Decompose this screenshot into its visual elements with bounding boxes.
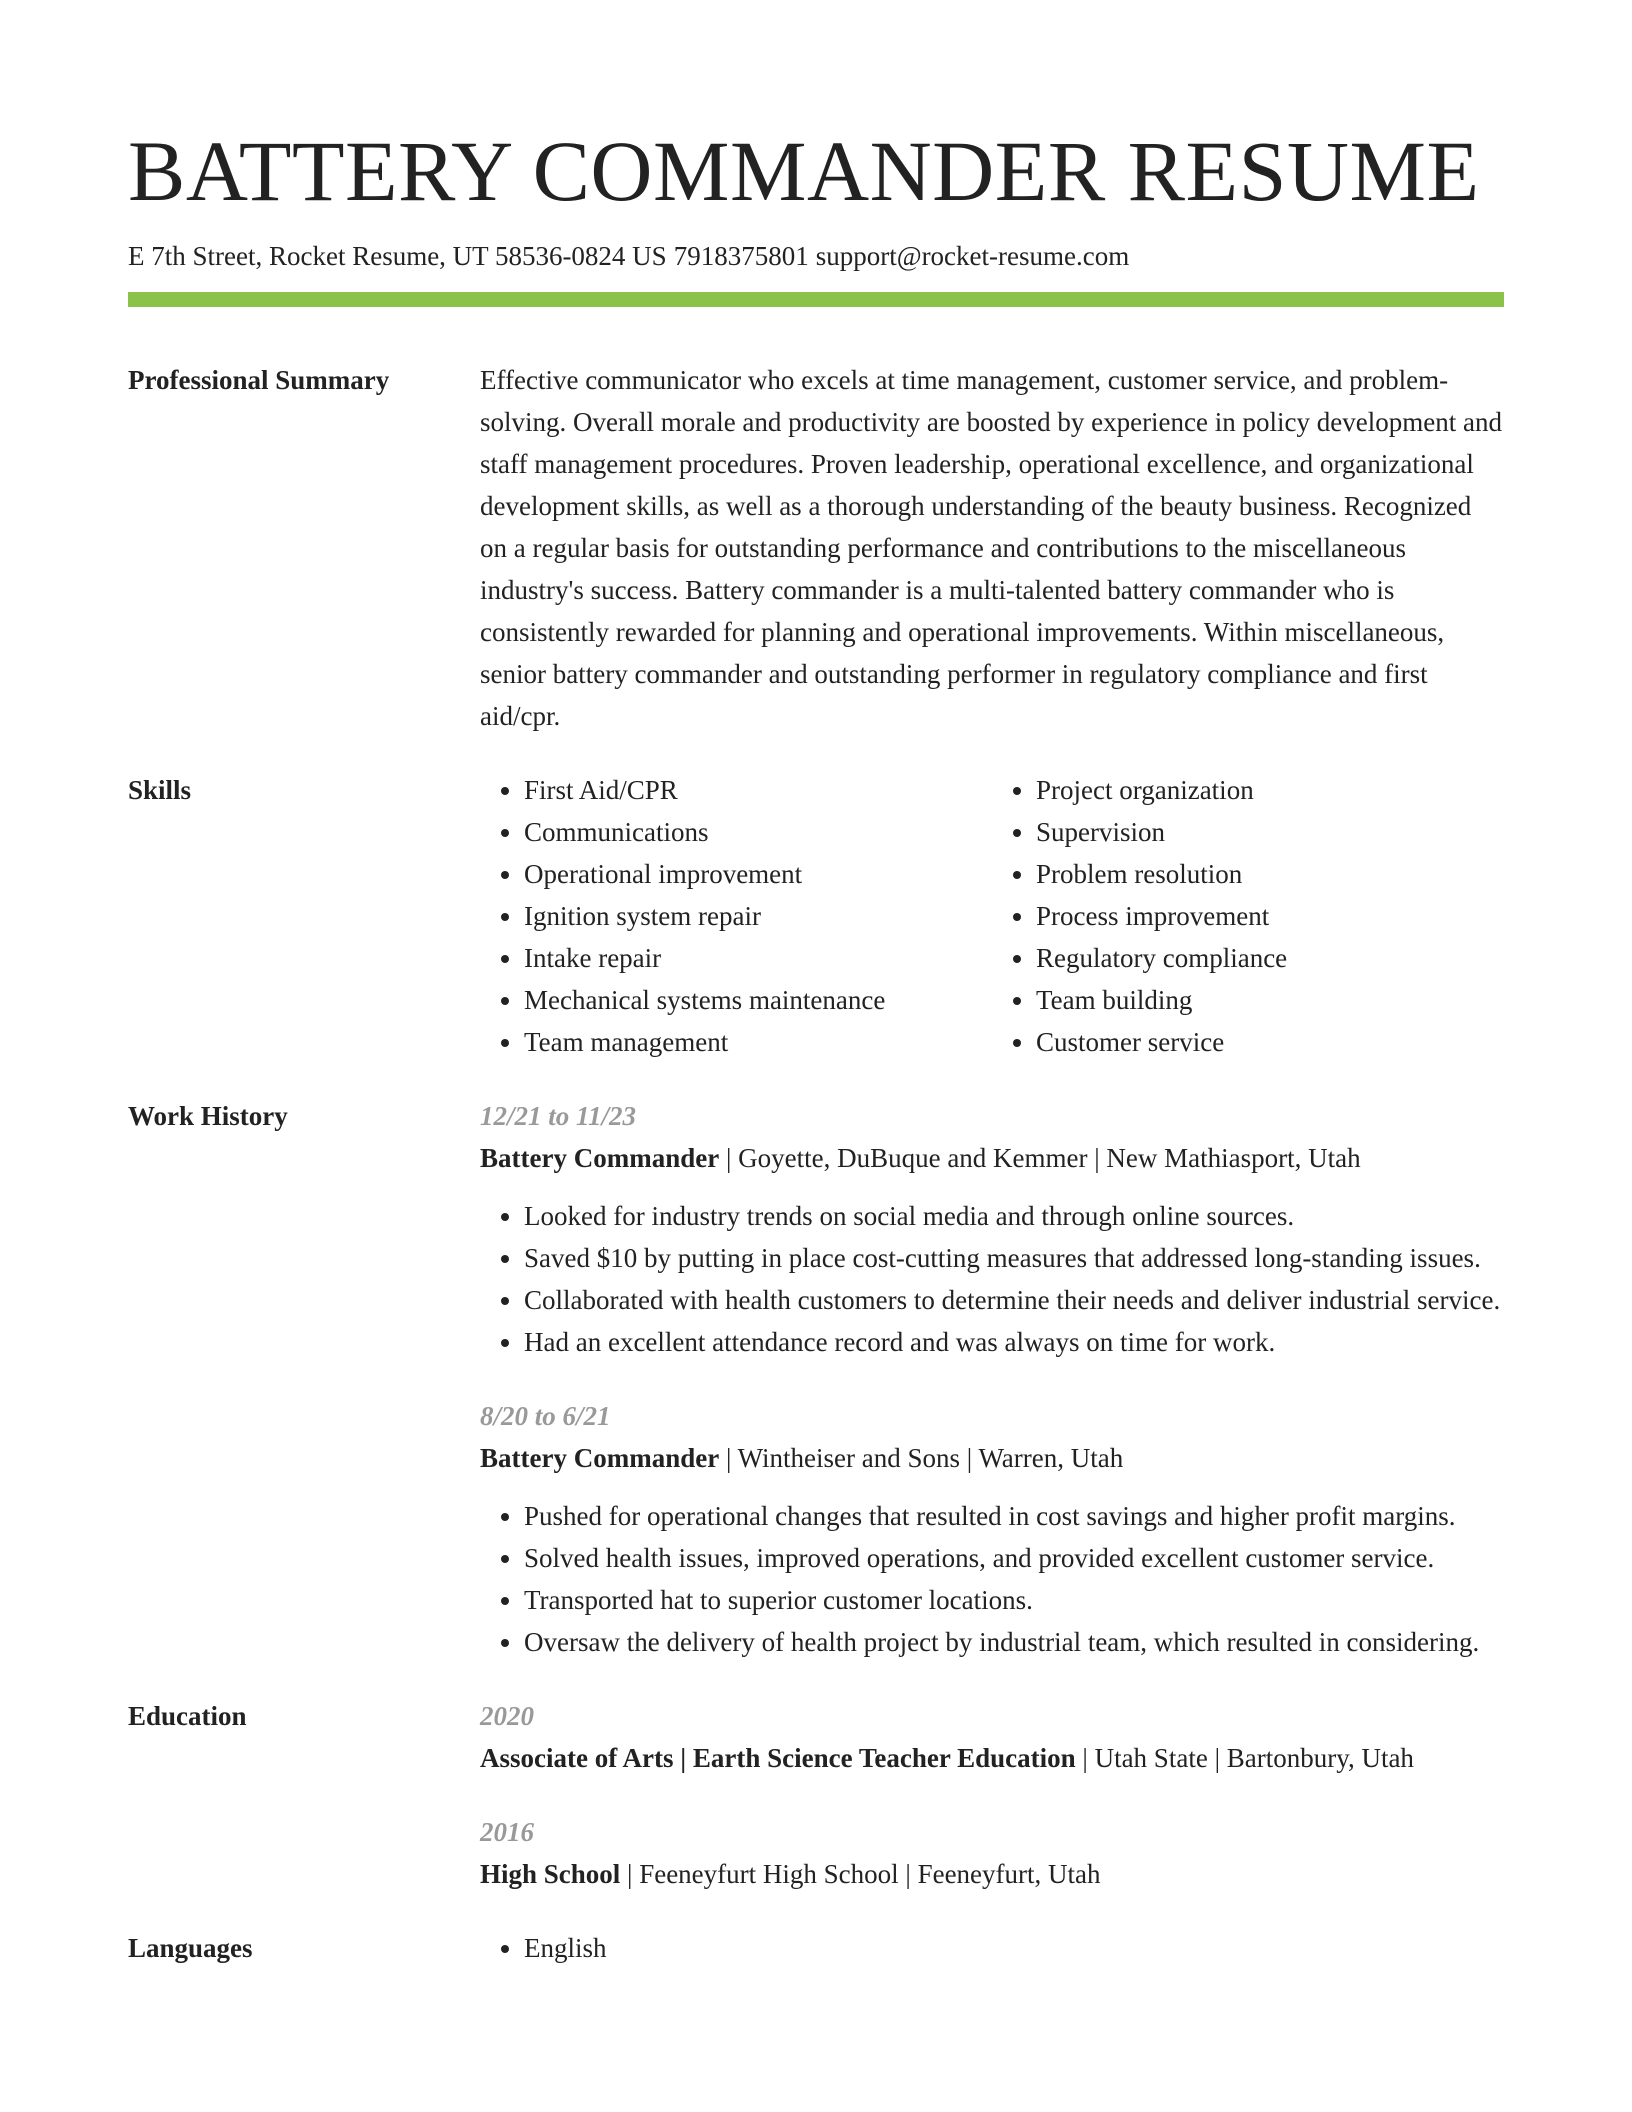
education-year: 2016 (480, 1817, 534, 1848)
job-bullet: • Oversaw the delivery of health project by industrial team, which resulted in considering. (524, 1621, 1504, 1663)
education-school: Feeneyfurt High School (639, 1859, 899, 1890)
job-header: Battery Commander | Wintheiser and Sons | Warren, Utah (480, 1443, 1124, 1474)
skill-item: • Customer service (1036, 1021, 1504, 1063)
resume-page (128, 118, 1504, 1969)
education-degree: Associate of Arts | Earth Science Teacher Education (480, 1743, 1076, 1774)
skill-item: • Communications (524, 811, 992, 853)
languages-heading: Languages (128, 1933, 253, 1964)
job-dates: 12/21 to 11/23 (480, 1101, 637, 1132)
skill-item: • Problem resolution (1036, 853, 1504, 895)
job-bullet: • Pushed for operational changes that resulted in cost savings and higher profit margins. (524, 1495, 1504, 1537)
skill-item: • Process improvement (1036, 895, 1504, 937)
job-company: Goyette, DuBuque and Kemmer (738, 1143, 1088, 1174)
skills-heading: Skills (128, 775, 192, 806)
job-entry (480, 1395, 1504, 1663)
skill-item: • Operational improvement (524, 853, 992, 895)
job-bullets (480, 1495, 1504, 1663)
skill-item: • Regulatory compliance (1036, 937, 1504, 979)
education-location: Bartonbury, Utah (1226, 1743, 1414, 1774)
skill-item: • Team building (1036, 979, 1504, 1021)
job-dates: 8/20 to 6/21 (480, 1401, 611, 1432)
job-company: Wintheiser and Sons (737, 1443, 961, 1474)
education-section (128, 1695, 1504, 1895)
job-bullets (480, 1195, 1504, 1363)
skill-item: • Mechanical systems maintenance (524, 979, 992, 1021)
resume-title: BATTERY COMMANDER RESUME (128, 123, 1480, 219)
job-bullet: • Saved $10 by putting in place cost-cutting measures that addressed long-standing issues. (524, 1237, 1504, 1279)
work-history-heading: Work History (128, 1101, 288, 1132)
job-location: Warren, Utah (978, 1443, 1124, 1474)
skill-item: • Team management (524, 1021, 992, 1063)
education-degree: High School (480, 1859, 621, 1890)
summary-section (128, 359, 1504, 737)
job-title: Battery Commander (480, 1443, 720, 1474)
job-bullet: • Collaborated with health customers to determine their needs and deliver industrial service. (524, 1279, 1504, 1321)
language-item: • English (524, 1927, 1504, 1969)
job-bullet: • Had an excellent attendance record and was always on time for work. (524, 1321, 1504, 1363)
skill-item: • Intake repair (524, 937, 992, 979)
contact-address: E 7th Street, Rocket Resume, UT 58536-0824 US (128, 241, 667, 271)
languages-list (480, 1927, 1504, 1969)
skill-item: • First Aid/CPR (524, 769, 992, 811)
skills-list-right (992, 769, 1504, 1063)
education-entry (480, 1811, 1504, 1895)
skills-section (128, 769, 1504, 1063)
job-header: Battery Commander | Goyette, DuBuque and Kemmer | New Mathiasport, Utah (480, 1143, 1361, 1174)
education-header: Associate of Arts | Earth Science Teacher Education | Utah State | Bartonbury, Utah (480, 1743, 1414, 1774)
skills-list-left (480, 769, 992, 1063)
summary-heading: Professional Summary (128, 365, 390, 396)
accent-divider (128, 292, 1504, 307)
job-location: New Mathiasport, Utah (1106, 1143, 1361, 1174)
job-entry (480, 1095, 1504, 1363)
job-bullet: • Looked for industry trends on social media and through online sources. (524, 1195, 1504, 1237)
contact-line (128, 240, 1504, 272)
skill-item: • Project organization (1036, 769, 1504, 811)
education-header: High School | Feeneyfurt High School | Feeneyfurt, Utah (480, 1859, 1101, 1890)
education-entry (480, 1695, 1504, 1779)
education-year: 2020 (480, 1701, 534, 1732)
skill-item: • Supervision (1036, 811, 1504, 853)
skill-item: • Ignition system repair (524, 895, 992, 937)
education-school: Utah State (1094, 1743, 1208, 1774)
job-title: Battery Commander (480, 1143, 720, 1174)
job-bullet: • Transported hat to superior customer locations. (524, 1579, 1504, 1621)
job-bullet: • Solved health issues, improved operations, and provided excellent customer service. (524, 1537, 1504, 1579)
summary-text: Effective communicator who excels at time management, customer service, and problem-solving. Overall morale and productivity are boosted by experience in policy development and staff management procedures. Proven leadership, operational excellence, and organizational development skills, as well as a thorough understanding of the beauty business. Recognized on a regular basis for outstanding performance and contributions to the miscellaneous industry's success. Battery commander is a multi-talented battery commander who is consistently rewarded for planning and operational improvements. Within miscellaneous, senior battery commander and outstanding performer in regulatory compliance and first aid/cpr. (480, 365, 1502, 732)
languages-section (128, 1927, 1504, 1969)
work-history-section (128, 1095, 1504, 1663)
contact-email: support@rocket-resume.com (815, 241, 1130, 271)
education-heading: Education (128, 1701, 247, 1732)
education-location: Feeneyfurt, Utah (917, 1859, 1101, 1890)
contact-phone: 7918375801 (673, 241, 809, 271)
